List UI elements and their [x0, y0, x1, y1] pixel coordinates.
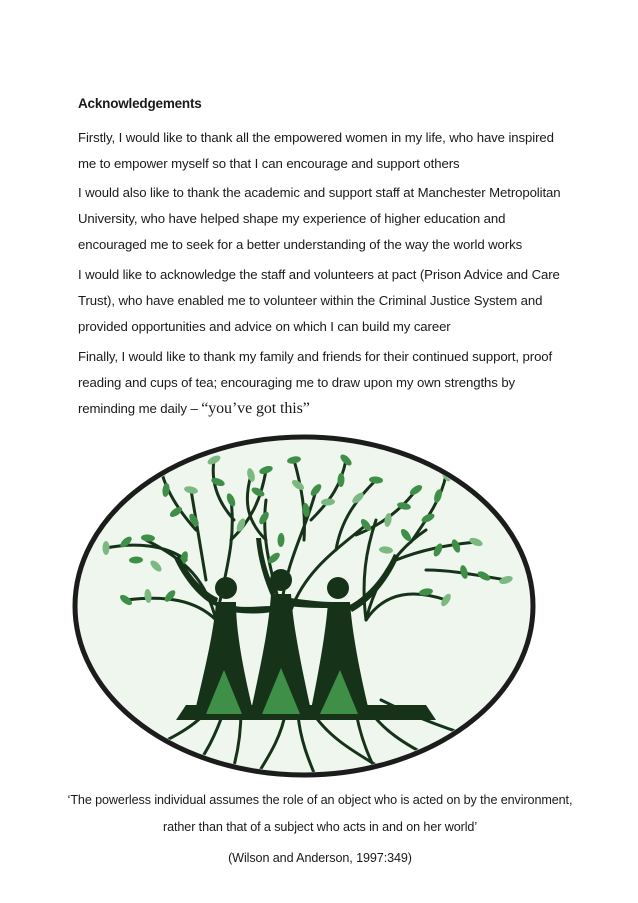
paragraph-line: I would like to acknowledge the staff and volunteers at pact (Prison Advice and Care: [78, 267, 560, 282]
paragraph-line: Trust), who have enabled me to volunteer within the Criminal Justice System and: [78, 293, 543, 308]
quote-line-2: rather than that of a subject who acts in and on her world’: [162, 820, 478, 834]
quote-citation: (Wilson and Anderson, 1997:349): [228, 851, 412, 865]
leaf: [103, 541, 110, 555]
quote-line-1: ‘The powerless individual assumes the role of an object who is acted on by the environment,: [67, 793, 573, 807]
paragraph-thanks-family: [78, 344, 568, 422]
paragraph-last-line: [78, 396, 568, 422]
paragraph-line: University, who have helped shape my experience of higher education and: [78, 211, 506, 226]
paragraph-thanks-pact: [78, 262, 568, 340]
paragraph-line: Firstly, I would like to thank all the empowered women in my life, who have inspired: [78, 130, 554, 145]
paragraph-line: I would also like to thank the academic and support staff at Manchester Metropolitan: [78, 185, 561, 200]
paragraph-line: Finally, I would like to thank my family and friends for their continued support, proof: [78, 349, 553, 364]
paragraph-line: reading and cups of tea; encouraging me to draw upon my own strengths by: [78, 375, 516, 390]
quoted-phrase: “you’ve got this”: [201, 400, 310, 417]
paragraph-line: encouraged me to seek for a better understanding of the way the world works: [78, 237, 523, 252]
paragraph-line: me to empower myself so that I can encourage and support others: [78, 156, 460, 171]
page-title: Acknowledgements: [78, 96, 202, 111]
paragraph-thanks-women: [78, 125, 568, 177]
paragraph-line: provided opportunities and advice on which I can build my career: [78, 319, 451, 334]
three-women-tree-emblem-icon: [66, 430, 542, 788]
paragraph-thanks-university: [78, 180, 568, 258]
paragraph-line-prefix: reminding me daily –: [78, 401, 202, 416]
